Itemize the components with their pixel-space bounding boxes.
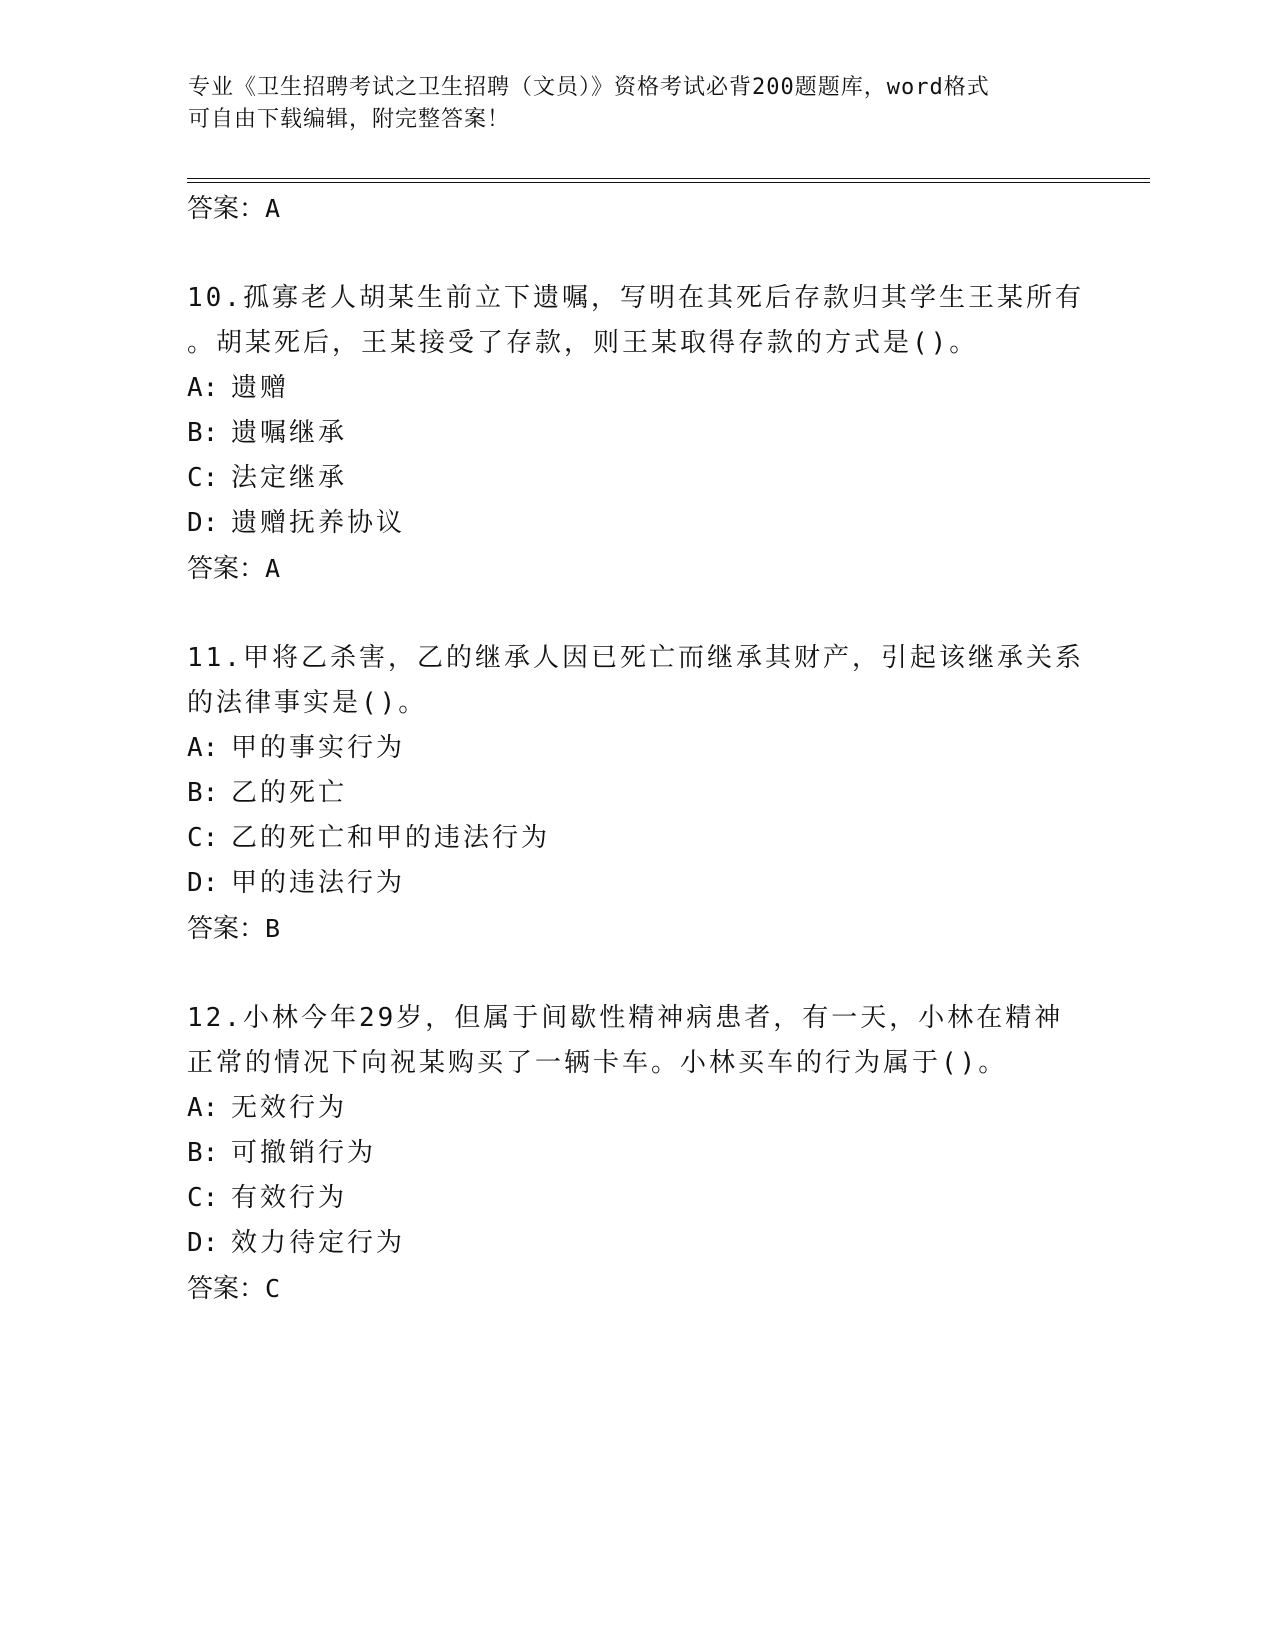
question-10 bbox=[187, 276, 1087, 546]
option-letter: C: bbox=[187, 823, 219, 853]
option-letter: B: bbox=[187, 1138, 219, 1168]
option-text: 甲的违法行为 bbox=[231, 868, 406, 898]
option-letter: C: bbox=[187, 463, 219, 493]
answer-value: A bbox=[265, 554, 281, 583]
option-letter: A: bbox=[187, 1093, 219, 1123]
answer-label: 答案： bbox=[187, 1274, 266, 1304]
option-d bbox=[187, 1221, 1087, 1266]
option-letter: B: bbox=[187, 418, 219, 448]
answer-10 bbox=[187, 552, 280, 586]
option-b bbox=[187, 771, 1087, 816]
option-text: 遗赠抚养协议 bbox=[231, 508, 406, 538]
answer-label: 答案： bbox=[187, 194, 266, 224]
option-a bbox=[187, 726, 1087, 771]
option-b bbox=[187, 411, 1087, 456]
option-text: 效力待定行为 bbox=[231, 1228, 406, 1258]
option-letter: D: bbox=[187, 1228, 219, 1258]
question-text-line: 11.甲将乙杀害，乙的继承人因已死亡而继承其财产，引起该继承关系 bbox=[187, 643, 1084, 673]
option-text: 有效行为 bbox=[231, 1183, 348, 1213]
option-letter: C: bbox=[187, 1183, 219, 1213]
answer-value: A bbox=[265, 194, 281, 223]
answer-12 bbox=[187, 1272, 280, 1306]
option-text: 乙的死亡 bbox=[231, 778, 348, 808]
answer-value: C bbox=[265, 1274, 281, 1303]
option-text: 遗嘱继承 bbox=[231, 418, 348, 448]
option-text: 甲的事实行为 bbox=[231, 733, 406, 763]
header-divider-top bbox=[187, 178, 1150, 179]
header-divider-bottom bbox=[187, 182, 1150, 183]
option-c bbox=[187, 816, 1087, 861]
option-letter: A: bbox=[187, 373, 219, 403]
question-11 bbox=[187, 636, 1087, 906]
option-letter: B: bbox=[187, 778, 219, 808]
question-text-line: 。胡某死后，王某接受了存款，则王某取得存款的方式是()。 bbox=[187, 328, 979, 358]
header-title-line-1: 专业《卫生招聘考试之卫生招聘（文员）》资格考试必背200题题库，word格式 bbox=[188, 75, 990, 100]
document-header bbox=[188, 72, 1088, 136]
question-text-line: 正常的情况下向祝某购买了一辆卡车。小林买车的行为属于()。 bbox=[187, 1048, 1008, 1078]
option-letter: D: bbox=[187, 868, 219, 898]
option-letter: A: bbox=[187, 733, 219, 763]
option-a bbox=[187, 1086, 1087, 1131]
option-text: 无效行为 bbox=[231, 1093, 348, 1123]
option-letter: D: bbox=[187, 508, 219, 538]
answer-11 bbox=[187, 912, 280, 946]
option-d bbox=[187, 861, 1087, 906]
option-text: 遗赠 bbox=[231, 373, 290, 403]
option-text: 乙的死亡和甲的违法行为 bbox=[231, 823, 551, 853]
question-12 bbox=[187, 996, 1087, 1266]
option-c bbox=[187, 1176, 1087, 1221]
option-text: 法定继承 bbox=[231, 463, 348, 493]
option-text: 可撤销行为 bbox=[231, 1138, 377, 1168]
answer-value: B bbox=[265, 914, 281, 943]
answer-label: 答案： bbox=[187, 914, 266, 944]
previous-answer bbox=[187, 192, 280, 226]
question-text-line: 的法律事实是()。 bbox=[187, 688, 428, 718]
option-d bbox=[187, 501, 1087, 546]
question-text-line: 12.小林今年29岁，但属于间歇性精神病患者，有一天，小林在精神 bbox=[187, 1003, 1064, 1033]
option-c bbox=[187, 456, 1087, 501]
header-title-line-2: 可自由下载编辑，附完整答案！ bbox=[188, 107, 511, 132]
question-text-line: 10.孤寡老人胡某生前立下遗嘱，写明在其死后存款归其学生王某所有 bbox=[187, 283, 1084, 313]
option-a bbox=[187, 366, 1087, 411]
answer-label: 答案： bbox=[187, 554, 266, 584]
option-b bbox=[187, 1131, 1087, 1176]
